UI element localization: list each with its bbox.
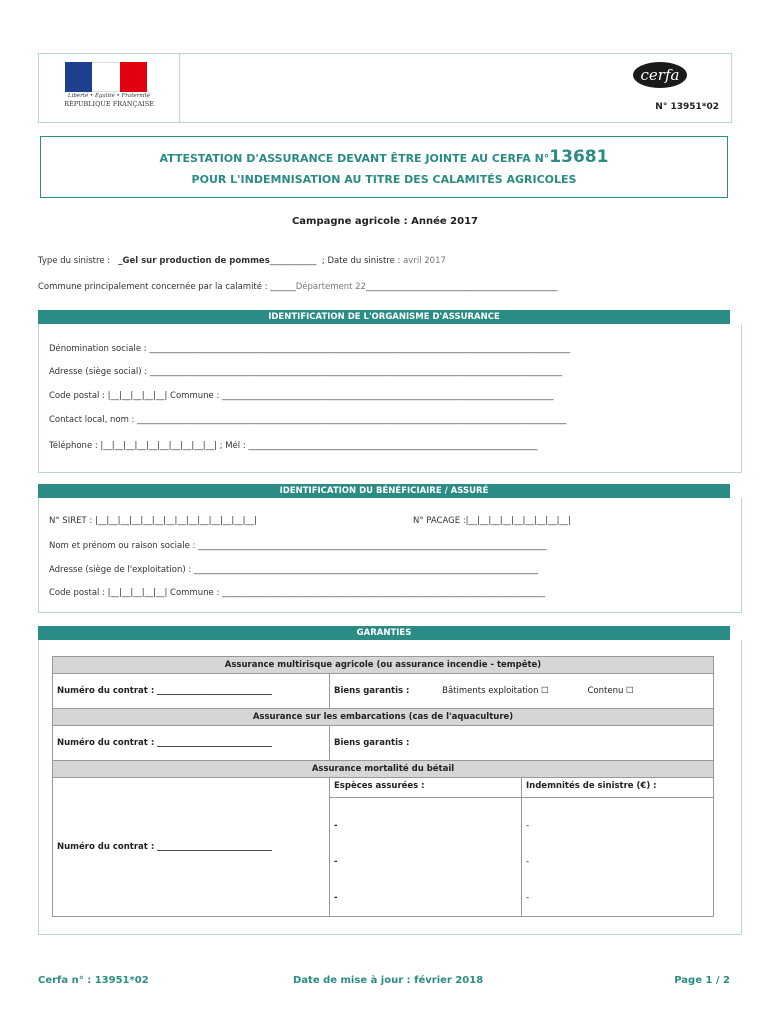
marianne-logo bbox=[39, 54, 180, 122]
footer-cerfa: Cerfa n° : 13951*02 bbox=[38, 975, 149, 986]
embarcations-contrat-field[interactable]: Numéro du contrat : ___________________________ bbox=[53, 726, 330, 761]
section-organisme-header: IDENTIFICATION DE L'ORGANISME D'ASSURANCE bbox=[38, 310, 730, 324]
multirisque-header: Assurance multirisque agricole (ou assurance incendie - tempête) bbox=[53, 657, 714, 674]
denomination-field[interactable]: Dénomination sociale : ___________________________________________________________________________________________________ bbox=[49, 344, 571, 354]
section-organisme bbox=[38, 324, 742, 473]
siret-field[interactable]: N° SIRET : |__|__|__|__|__|__|__|__|__|__|__|__|__|__| bbox=[49, 516, 257, 526]
cerfa-13681: 13681 bbox=[549, 147, 609, 167]
section-beneficiaire-header: IDENTIFICATION DU BÉNÉFICIAIRE / ASSURÉ bbox=[38, 484, 730, 498]
pacage-field[interactable]: N° PACAGE :|__|__|__|__|__|__|__|__|__| bbox=[413, 516, 571, 526]
multirisque-contrat-field[interactable]: Numéro du contrat : ___________________________ bbox=[53, 674, 330, 709]
embarcations-biens: Biens garantis : bbox=[330, 726, 714, 761]
title-box bbox=[40, 136, 728, 198]
title-line2: POUR L'INDEMNISATION AU TITRE DES CALAMITÉS AGRICOLES bbox=[191, 173, 577, 186]
especes-list[interactable]: - - - bbox=[330, 798, 522, 917]
mortalite-header: Assurance mortalité du bétail bbox=[53, 761, 714, 778]
contact-local-field[interactable]: Contact local, nom : _____________________________________________________________________________________________________ bbox=[49, 415, 567, 425]
batiments-checkbox[interactable]: Bâtiments exploitation ☐ bbox=[442, 686, 549, 696]
title-line1: ATTESTATION D'ASSURANCE DEVANT ÊTRE JOINTE AU CERFA N°13681 bbox=[159, 147, 609, 167]
footer-date-maj: Date de mise à jour : février 2018 bbox=[293, 975, 484, 986]
logo-motto: Liberté • Égalité • Fraternité bbox=[67, 93, 151, 99]
logo-republique: RÉPUBLIQUE FRANÇAISE bbox=[64, 100, 154, 108]
type-sinistre-field[interactable]: _Gel sur production de pommes bbox=[118, 256, 270, 266]
section-beneficiaire bbox=[38, 498, 742, 613]
mortalite-contrat-field[interactable]: Numéro du contrat : ___________________________ bbox=[53, 778, 330, 917]
indemnites-list[interactable]: - - - bbox=[522, 798, 714, 917]
indemnites-label: Indemnités de sinistre (€) : bbox=[522, 778, 714, 798]
embarcations-header: Assurance sur les embarcations (cas de l'aquaculture) bbox=[53, 709, 714, 726]
telephone-mel-field[interactable]: Téléphone : |__|__|__|__|__|__|__|__|__|__| ; Mél : ____________________________________________________________________ bbox=[49, 441, 538, 451]
section-garanties-header: GARANTIES bbox=[38, 626, 730, 640]
adresse-siege-field[interactable]: Adresse (siège social) : _________________________________________________________________________________________________ bbox=[49, 367, 563, 377]
flag-icon bbox=[65, 62, 147, 92]
multirisque-biens: Biens garantis : Bâtiments exploitation ☐ Contenu ☐ bbox=[330, 674, 714, 709]
date-sinistre-field[interactable]: avril 2017 bbox=[403, 256, 446, 266]
adresse-exploitation-field[interactable]: Adresse (siège de l'exploitation) : _________________________________________________________________________________ bbox=[49, 565, 539, 575]
header-box bbox=[38, 53, 732, 123]
code-postal-commune-field[interactable]: Code postal : |__|__|__|__|__| Commune : ______________________________________________________________________________ bbox=[49, 391, 554, 401]
footer-page: Page 1 / 2 bbox=[674, 975, 730, 986]
campagne-agricole: Campagne agricole : Année 2017 bbox=[291, 216, 479, 227]
contenu-checkbox[interactable]: Contenu ☐ bbox=[587, 686, 634, 696]
sinistre-line: Type du sinistre : _Gel sur production de pommes___________ ; Date du sinistre : avril 2017 bbox=[38, 256, 446, 266]
cerfa-logo: cerfa bbox=[633, 62, 687, 88]
commune-field[interactable]: Département 22 bbox=[295, 282, 366, 292]
especes-label: Espèces assurées : bbox=[330, 778, 522, 798]
code-postal-commune-beneficiaire-field[interactable]: Code postal : |__|__|__|__|__| Commune : ____________________________________________________________________________ bbox=[49, 588, 546, 598]
garanties-table bbox=[52, 656, 714, 917]
commune-line: Commune principalement concernée par la calamité : ______Département 22_____________________________________________ bbox=[38, 282, 558, 292]
nom-raison-sociale-field[interactable]: Nom et prénom ou raison sociale : __________________________________________________________________________________ bbox=[49, 541, 547, 551]
cerfa-number: N° 13951*02 bbox=[655, 102, 719, 112]
